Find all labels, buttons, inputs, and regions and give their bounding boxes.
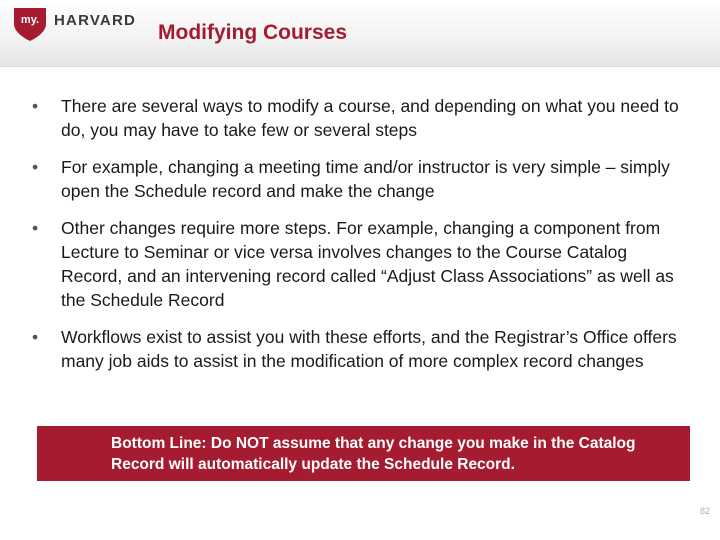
bullet-text: There are several ways to modify a course, and depending on what you need to do, you may have to take few or several steps: [61, 96, 679, 140]
bottom-line-text: Bottom Line: Do NOT assume that any change you make in the Catalog Record will automatically update the Schedule Record.: [111, 435, 636, 473]
bullet-icon: •: [32, 157, 39, 177]
harvard-logo: [12, 6, 136, 42]
shield-icon: [12, 6, 48, 42]
bullet-icon: •: [32, 327, 39, 347]
page-number: 82: [699, 506, 710, 516]
list-item: [32, 216, 692, 312]
bullet-text: Workflows exist to assist you with these efforts, and the Registrar’s Office offers many job aids to assist in the modification of more complex record changes: [61, 327, 677, 371]
logo-wordmark: HARVARD: [54, 11, 137, 29]
bullet-list: [32, 94, 692, 386]
list-item: [32, 325, 692, 373]
bullet-text: For example, changing a meeting time and/or instructor is very simple – simply open the Schedule record and make the change: [61, 157, 670, 201]
bullet-icon: •: [32, 218, 39, 238]
bottom-line-callout: [37, 426, 690, 481]
list-item: [32, 94, 692, 142]
bullet-text: Other changes require more steps. For example, changing a component from Lecture to Seminar or vice versa involves changes to the Course Catalog Record, and an intervening record called “Adjust Class Associations” as well as the Schedule Record: [61, 218, 674, 310]
logo-prefix: my.: [20, 14, 40, 26]
page-title: Modifying Courses: [158, 21, 348, 44]
bullet-icon: •: [32, 96, 39, 116]
list-item: [32, 155, 692, 203]
slide-header: [0, 0, 720, 67]
